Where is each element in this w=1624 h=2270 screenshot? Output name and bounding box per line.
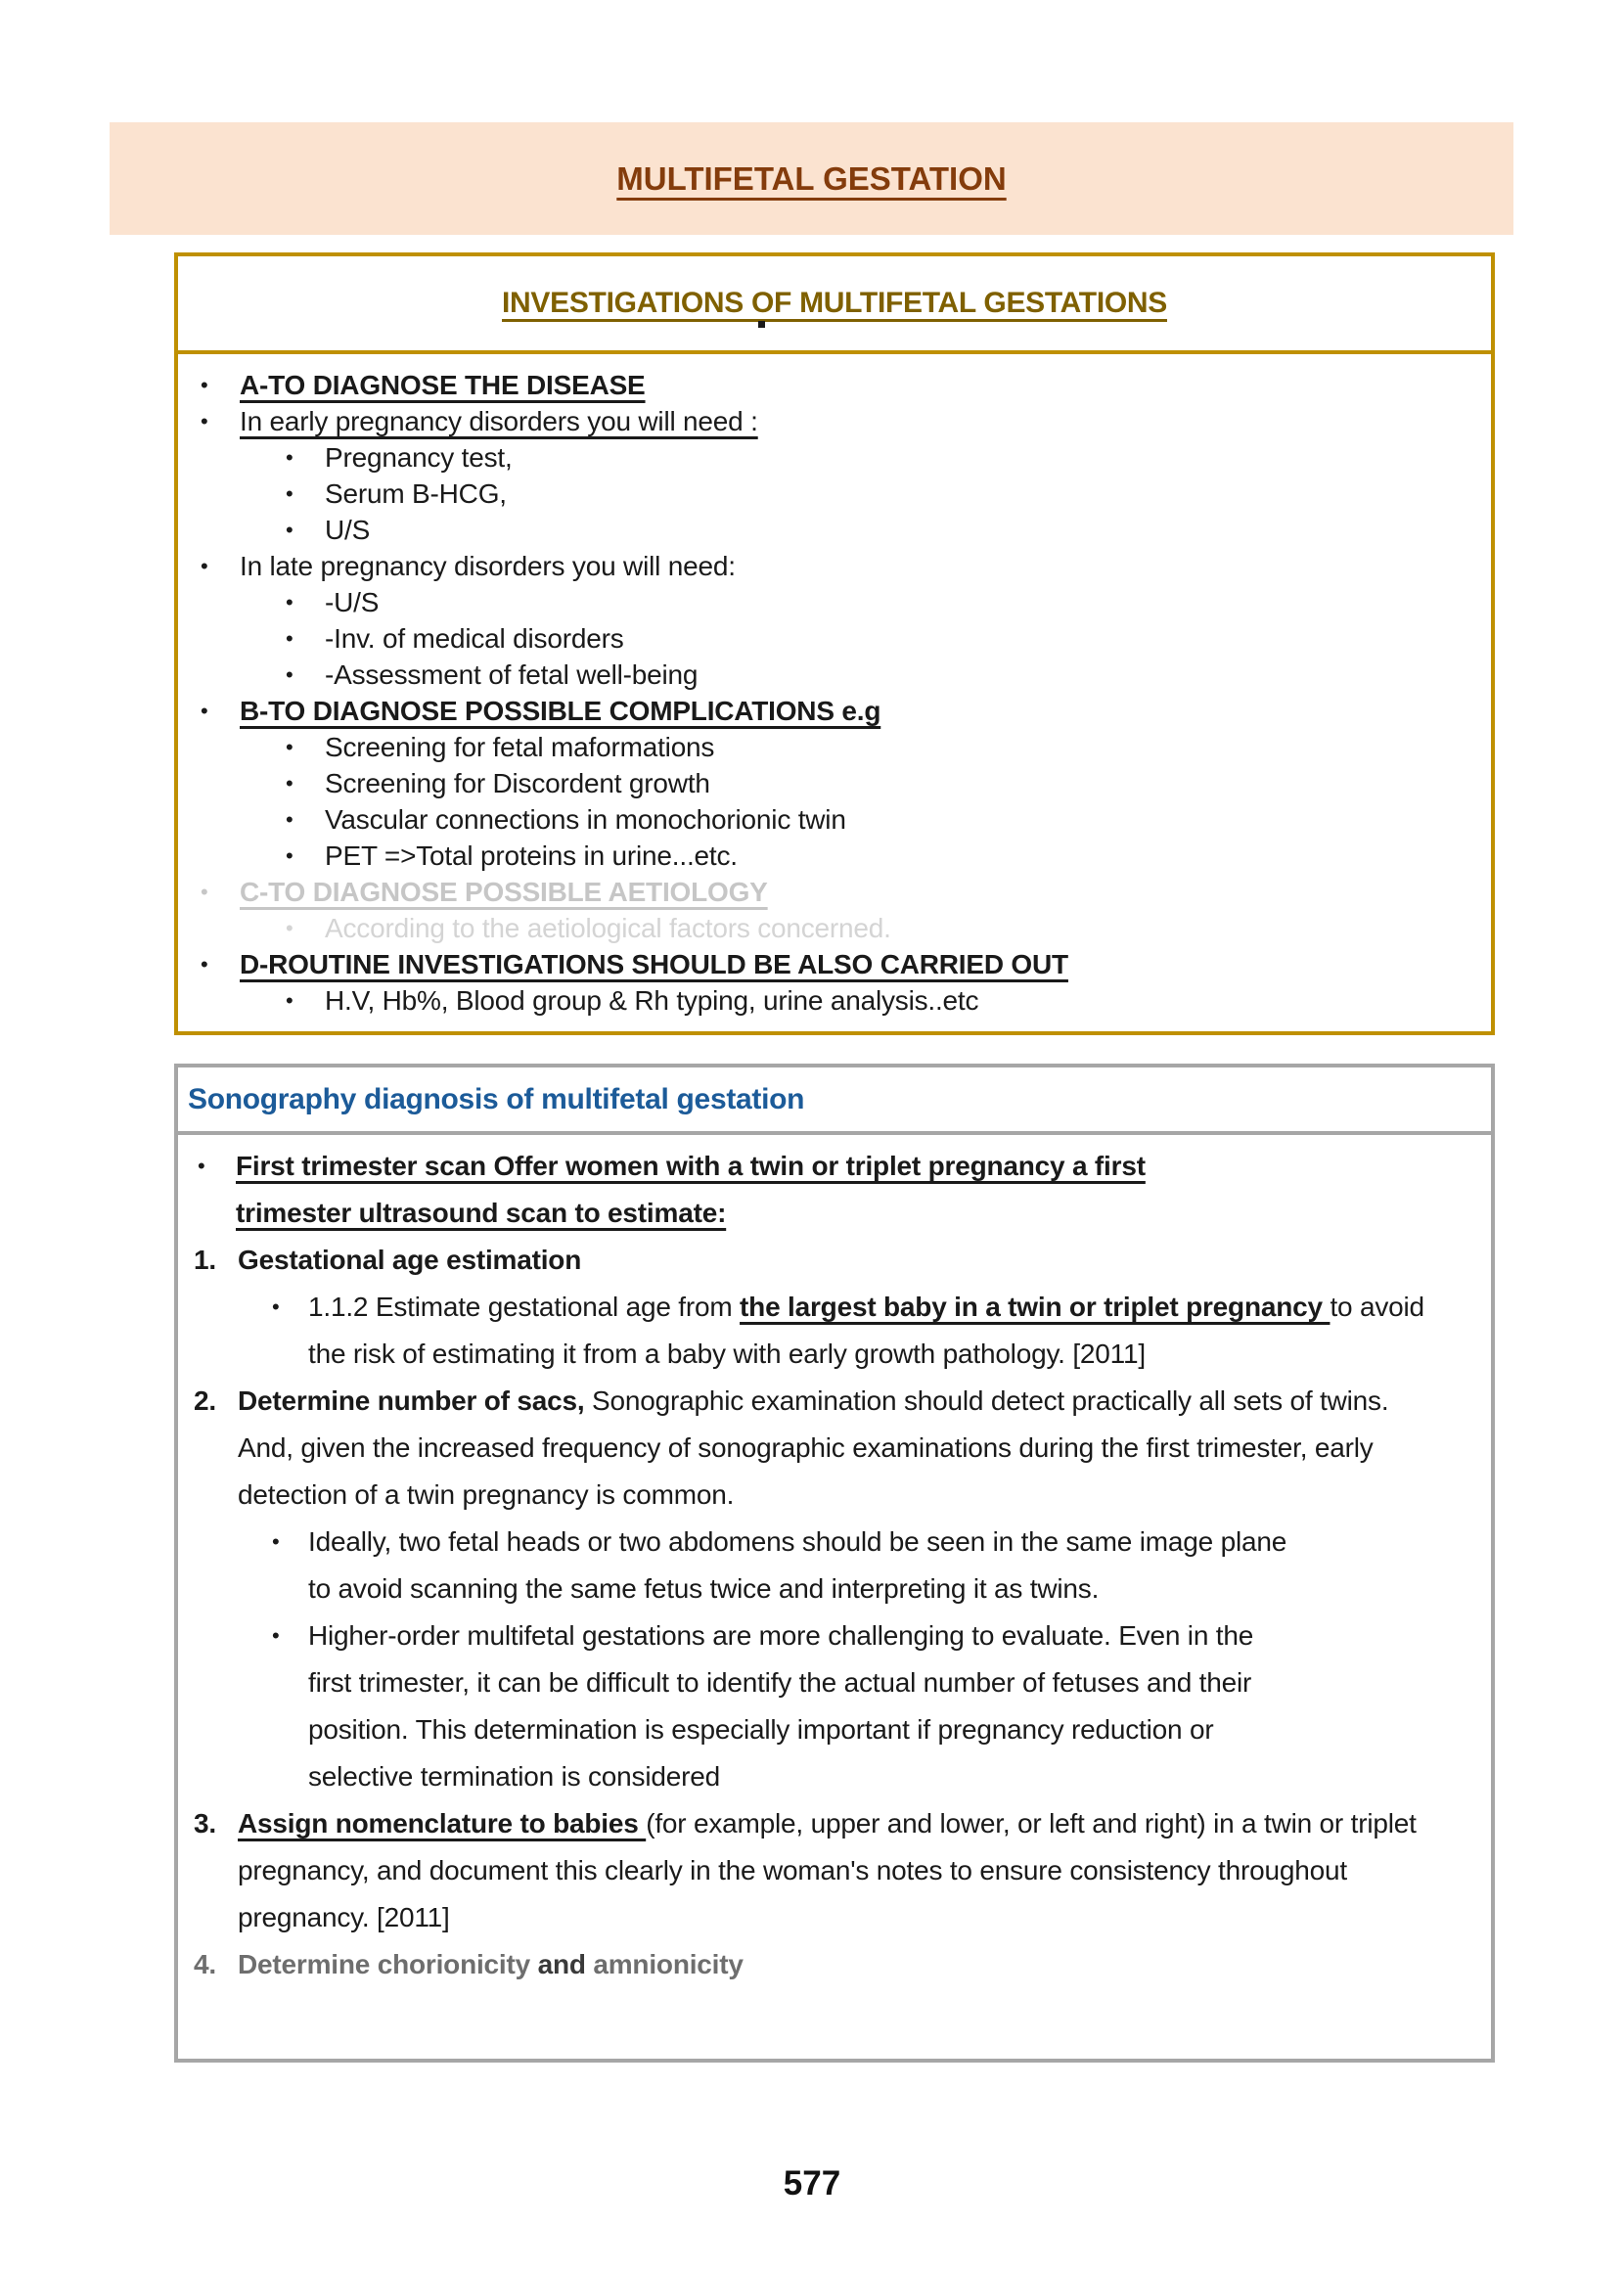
item-text: PET =>Total proteins in urine...etc.: [325, 840, 738, 871]
list-item-aetiological-factors: [178, 910, 1462, 946]
item-text: Serum B-HCG,: [325, 478, 507, 509]
item-text: -Inv. of medical disorders: [325, 623, 624, 654]
list-item-routine-labs: [178, 982, 1462, 1019]
list-item-early-pregnancy: [178, 403, 1462, 439]
list-item-first-trimester-scan: [178, 1143, 1491, 1237]
list-item-screening-malformations: [178, 729, 1462, 765]
title-banner: [110, 122, 1513, 235]
item-text: U/S: [325, 515, 371, 545]
list-item-screening-discordant: [178, 765, 1462, 801]
list-item-estimate-gestational-age: [178, 1284, 1491, 1378]
numbered-item-number-of-sacs: [178, 1378, 1491, 1519]
item-text: C-TO DIAGNOSE POSSIBLE AETIOLOGY: [240, 877, 768, 907]
item-label: Determine number of sacs,: [238, 1385, 585, 1416]
sonography-box: [174, 1064, 1495, 2063]
item-text: In late pregnancy disorders you will need:: [240, 551, 736, 581]
item-text: B-TO DIAGNOSE POSSIBLE COMPLICATIONS e.g: [240, 696, 881, 726]
list-item-inv-medical-disorders: [178, 620, 1462, 657]
item-text: (for example, upper and lower, or left and right) in a twin or triplet pregnancy, and document this clearly in the woman's notes to ensure consistency throughout pregnancy. [2011]: [238, 1808, 1417, 1932]
item-text: H.V, Hb%, Blood group & Rh typing, urine analysis..etc: [325, 985, 979, 1016]
list-item-a-diagnose-disease: [178, 367, 1462, 403]
item-text: Screening for Discordent growth: [325, 768, 710, 798]
page-number: 577: [783, 2164, 841, 2202]
page-title: MULTIFETAL GESTATION: [616, 159, 1007, 197]
list-item-higher-order-gestations: [178, 1612, 1491, 1800]
list-item-us: [178, 512, 1462, 548]
investigations-heading: INVESTIGATIONS OF MULTIFETAL GESTATIONS: [502, 287, 1167, 319]
list-item-fetal-wellbeing: [178, 657, 1462, 693]
item-text: In early pregnancy disorders you will need :: [240, 406, 758, 436]
list-item-pet-proteins: [178, 838, 1462, 874]
sonography-heading: Sonography diagnosis of multifetal gestation: [188, 1082, 805, 1115]
item-text-segment: to avoid the risk of estimating it from a baby with early growth pathology. [2011]: [308, 1292, 1424, 1369]
item-text-segment: 1.1.2 Estimate gestational age from: [308, 1292, 741, 1322]
item-text: -U/S: [325, 587, 380, 617]
item-text-segment: and: [537, 1949, 586, 1979]
list-item-pregnancy-test: [178, 439, 1462, 476]
investigations-box-header: [178, 256, 1491, 354]
numbered-item-determine-chorionicity: [178, 1941, 1491, 1988]
sonography-box-header: [178, 1067, 1491, 1135]
item-text-segment: the largest baby in a twin or triplet pregnancy: [740, 1292, 1331, 1322]
item-label: Gestational age estimation: [238, 1245, 582, 1275]
list-item-late-pregnancy: [178, 548, 1462, 584]
item-number: 3.: [194, 1808, 216, 1839]
item-text: Vascular connections in monochorionic twin: [325, 804, 846, 835]
item-text: -Assessment of fetal well-being: [325, 659, 699, 690]
item-number: 2.: [194, 1385, 216, 1416]
list-item-c-aetiology: [178, 874, 1462, 910]
item-number: 4.: [194, 1949, 216, 1979]
item-text-segment: Determine chorionicity: [238, 1949, 538, 1979]
item-text: D-ROUTINE INVESTIGATIONS SHOULD BE ALSO CARRIED OUT: [240, 949, 1068, 979]
numbered-item-assign-nomenclature: [178, 1800, 1491, 1941]
list-item-vascular-connections: [178, 801, 1462, 838]
list-item-late-us: [178, 584, 1462, 620]
item-text: According to the aetiological factors concerned.: [325, 913, 891, 943]
stray-period-mark: [758, 321, 765, 328]
sonography-content: [178, 1135, 1491, 1988]
item-text: Sonographic examination should detect practically all sets of twins. And, given the increased frequency of sonographic examinations during the first trimester, early detection of a twin pregnancy is common.: [238, 1385, 1389, 1510]
item-text: Screening for fetal maformations: [325, 732, 715, 762]
numbered-item-gestational-age: [178, 1237, 1491, 1284]
item-text: Ideally, two fetal heads or two abdomens should be seen in the same image plane to avoid scanning the same fetus twice and interpreting it as twins.: [308, 1526, 1287, 1604]
item-number: 1.: [194, 1245, 216, 1275]
item-text: Higher-order multifetal gestations are more challenging to evaluate. Even in the first trimester, it can be difficult to identify the actual number of fetuses and their position. This determination is especially important if pregnancy reduction or selective termination is considered: [308, 1620, 1254, 1792]
list-item-serum-bhcg: [178, 476, 1462, 512]
list-item-d-routine: [178, 946, 1462, 982]
investigations-box: [174, 252, 1495, 1035]
item-text: A-TO DIAGNOSE THE DISEASE: [240, 370, 646, 400]
item-text: Pregnancy test,: [325, 442, 513, 473]
list-item-b-complications: [178, 693, 1462, 729]
investigations-list: [178, 354, 1491, 1031]
item-label: Assign nomenclature to babies: [238, 1808, 647, 1839]
item-text-segment: amnionicity: [585, 1949, 744, 1979]
item-text: First trimester scan Offer women with a twin or triplet pregnancy a first trimester ultrasound scan to estimate:: [236, 1151, 1146, 1228]
list-item-two-fetal-heads: [178, 1519, 1491, 1612]
